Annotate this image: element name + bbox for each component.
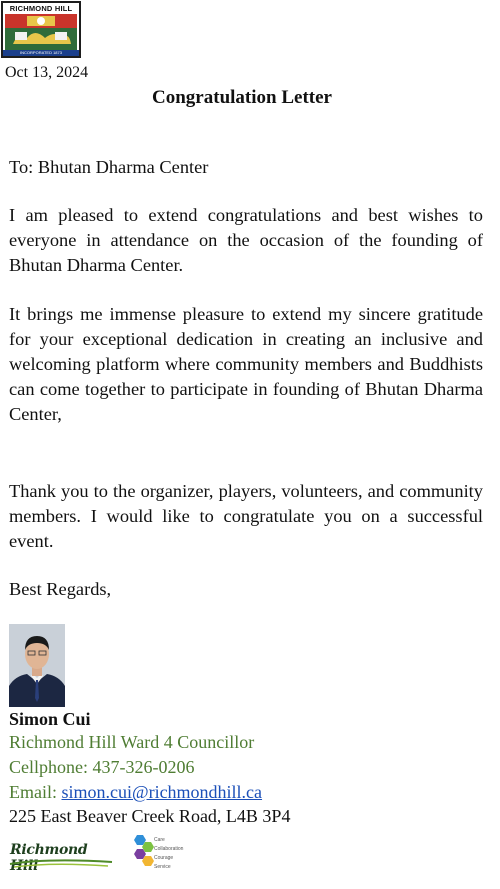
letter-paragraph: Thank you to the organizer, players, volunteers, and community members. I would like to congratulate you on a successful event. [9, 481, 483, 551]
signer-role: Richmond Hill Ward 4 Councillor [9, 732, 255, 752]
signer-email-line [9, 782, 262, 803]
value-word: Courage [154, 855, 174, 861]
value-word: Service [154, 864, 171, 870]
crest-incorporated-text: INCORPORATED 1873 [3, 50, 79, 56]
email-label: Email: [9, 782, 62, 802]
signer-cellphone: Cellphone: 437-326-0206 [9, 757, 195, 777]
signer-name: Simon Cui [9, 709, 91, 729]
richmond-hill-wordmark-logo [8, 838, 114, 872]
email-link[interactable]: simon.cui@richmondhill.ca [61, 782, 263, 802]
letter-paragraph: I am pleased to extend congratulations and best wishes to everyone in attendance on the occasion of the founding of Bhutan Dharma Center. [9, 205, 483, 275]
letter-paragraph: It brings me immense pleasure to extend my sincere gratitude for your exceptional dedication in creating an inclusive and welcoming platform where community members and Buddhists can come together to participate in founding of Bhutan Dharma Center, [9, 304, 483, 424]
value-word: Collaboration [154, 846, 184, 852]
letter-date: Oct 13, 2024 [5, 64, 89, 81]
value-word: Care [154, 837, 165, 843]
signer-portrait-photo [9, 624, 65, 707]
richmond-hill-wordmark-text: Richmond Hill [10, 842, 88, 874]
signer-address: 225 East Beaver Creek Road, L4B 3P4 [9, 806, 291, 826]
richmond-hill-crest-logo [1, 1, 81, 58]
letter-closing: Best Regards, [9, 579, 112, 599]
letter-title: Congratulation Letter [152, 87, 332, 108]
crest-shield-icon [5, 14, 77, 50]
crest-title: RICHMOND HILL [9, 4, 73, 13]
corporate-values-logo [128, 833, 208, 873]
recipient-line: To: Bhutan Dharma Center [9, 157, 209, 177]
